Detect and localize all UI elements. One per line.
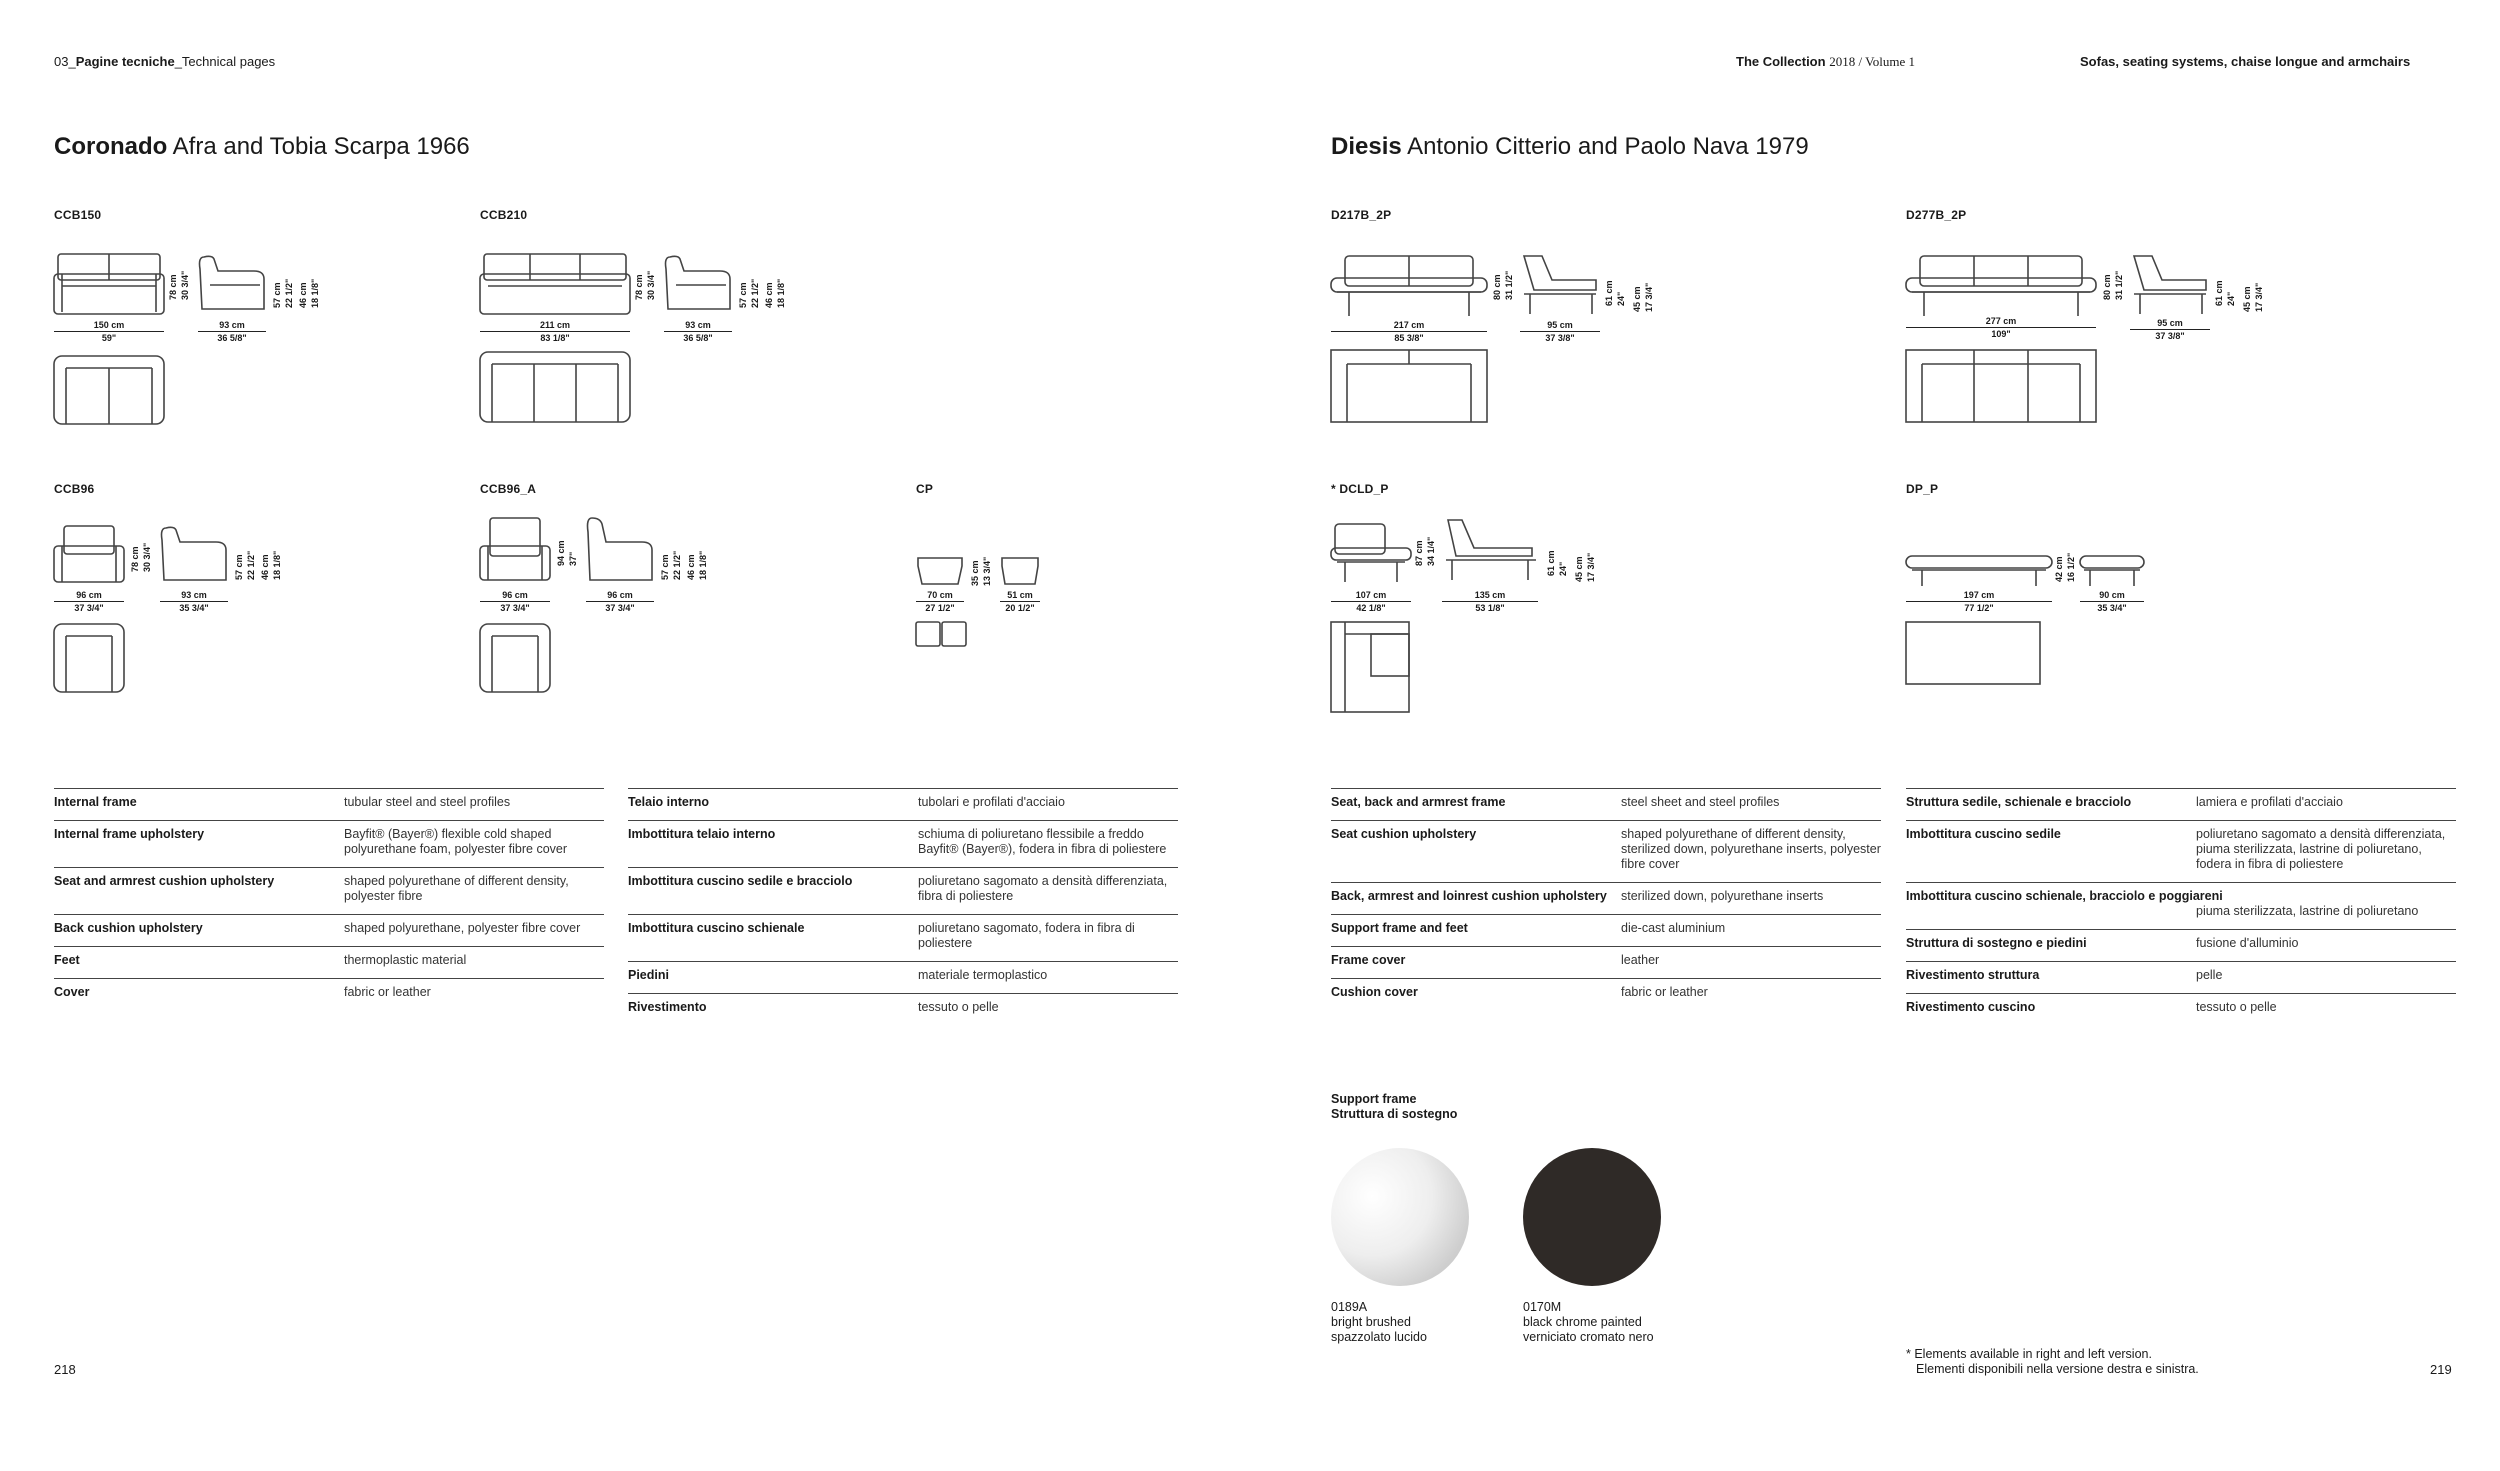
product-code: D217B_2P xyxy=(1331,208,1392,222)
product-code: CCB96 xyxy=(54,482,95,496)
seat-depth-dimension: 45 cm xyxy=(1632,286,1642,312)
armchair-side-drawing xyxy=(586,516,654,586)
armchair-plan-drawing xyxy=(480,624,550,694)
width-dimension: 197 cm 77 1/2" xyxy=(1906,590,2052,613)
support-frame-heading: Support frame Struttura di sostegno xyxy=(1331,1092,1458,1121)
width-dimension: 70 cm 27 1/2" xyxy=(916,590,964,613)
seat-depth-dimension-in: 17 3/4" xyxy=(1586,552,1596,582)
sofa-front-drawing xyxy=(480,252,630,322)
height-dimension: 87 cm xyxy=(1414,540,1424,566)
sofa-plan-drawing xyxy=(54,356,164,426)
width-dimension: 96 cm 37 3/4" xyxy=(480,590,550,613)
spec-table-diesis-it xyxy=(1906,788,2456,1025)
seat-depth-dimension: 45 cm xyxy=(2242,286,2252,312)
height-dimension-in: 37" xyxy=(568,551,578,566)
sofa-side-drawing xyxy=(198,255,266,315)
spec-row: Telaio interno tubolari e profilati d'acciaio xyxy=(628,788,1178,820)
product-code: DP_P xyxy=(1906,482,1939,496)
seat-depth-dimension: 46 cm xyxy=(260,554,270,580)
armchair-front-drawing xyxy=(54,524,124,586)
seat-height-dimension-in: 22 1/2" xyxy=(284,278,294,308)
collection-volume: 2018 / Volume 1 xyxy=(1829,54,1916,69)
spec-row: Imbottitura cuscino sedile poliuretano sagomato a densità differenziata, piuma sterilizzata, lastrine di poliuretano, fodera in fibra di poliestere xyxy=(1906,820,2456,882)
seat-height-dimension-in: 22 1/2" xyxy=(246,550,256,580)
seat-depth-dimension-in: 18 1/8" xyxy=(698,550,708,580)
seat-height-dimension-in: 24" xyxy=(1616,291,1626,306)
spec-table-coronado-en xyxy=(54,788,604,1010)
sofa-front-drawing xyxy=(1906,254,2096,320)
height-dimension: 42 cm xyxy=(2054,556,2064,582)
depth-dimension: 51 cm 20 1/2" xyxy=(1000,590,1040,613)
product-code: CCB96_A xyxy=(480,482,537,496)
finish-label: 0189A bright brushed spazzolato lucido xyxy=(1331,1300,1427,1344)
depth-dimension: 93 cm 35 3/4" xyxy=(160,590,228,613)
spec-row: Feet thermoplastic material xyxy=(54,946,604,978)
right-page-title xyxy=(1331,133,1809,161)
seat-depth-dimension-in: 17 3/4" xyxy=(1644,282,1654,312)
spec-row: Imbottitura cuscino sedile e bracciolo poliuretano sagomato a densità differenziata, fibra di poliestere xyxy=(628,867,1178,914)
sofa-plan-drawing xyxy=(1331,350,1487,424)
finish-label: 0170M black chrome painted verniciato cromato nero xyxy=(1523,1300,1654,1344)
height-dimension: 78 cm xyxy=(168,274,178,300)
depth-dimension: 95 cm 37 3/8" xyxy=(2130,318,2210,341)
spec-row: Imbottitura cuscino schienale poliuretano sagomato, fodera in fibra di poliestere xyxy=(628,914,1178,961)
seat-height-dimension-in: 24" xyxy=(2226,291,2236,306)
seat-height-dimension-in: 24" xyxy=(1558,561,1568,576)
spec-row: Imbottitura cuscino schienale, bracciolo e poggiareni piuma sterilizzata, lastrine di poliuretano xyxy=(1906,882,2456,929)
armchair-plan-drawing xyxy=(54,624,124,694)
left-page-title xyxy=(54,133,470,161)
armchair-side-drawing xyxy=(160,526,228,586)
ottoman-front-drawing xyxy=(1906,554,2052,588)
product-code: CP xyxy=(916,482,934,496)
height-dimension-in: 16 1/2" xyxy=(2066,552,2076,582)
spec-row: Rivestimento struttura pelle xyxy=(1906,961,2456,993)
seat-height-dimension: 57 cm xyxy=(234,554,244,580)
product-code: * DCLD_P xyxy=(1331,482,1389,496)
section-header xyxy=(54,54,275,69)
width-dimension: 150 cm 59" xyxy=(54,320,164,343)
finish-swatch-black-chrome xyxy=(1523,1148,1661,1286)
chaise-front-drawing xyxy=(1331,520,1411,586)
spec-row: Frame cover leather xyxy=(1331,946,1881,978)
sofa-front-drawing xyxy=(1331,254,1487,320)
spec-row: Rivestimento cuscino tessuto o pelle xyxy=(1906,993,2456,1025)
height-dimension: 35 cm xyxy=(970,560,980,586)
product-code: CCB150 xyxy=(54,208,102,222)
section-separator: _ xyxy=(174,54,182,69)
spec-row: Back cushion upholstery shaped polyurethane, polyester fibre cover xyxy=(54,914,604,946)
depth-dimension: 135 cm 53 1/8" xyxy=(1442,590,1538,613)
depth-dimension: 95 cm 37 3/8" xyxy=(1520,320,1600,343)
seat-height-dimension: 61 cm xyxy=(1546,550,1556,576)
seat-height-dimension: 57 cm xyxy=(738,282,748,308)
seat-height-dimension-in: 22 1/2" xyxy=(750,278,760,308)
width-dimension: 277 cm 109" xyxy=(1906,316,2096,339)
height-dimension-in: 13 3/4" xyxy=(982,556,992,586)
height-dimension: 80 cm xyxy=(1492,274,1502,300)
spec-table-coronado-it xyxy=(628,788,1178,1025)
collection-title: The Collection xyxy=(1736,54,1826,69)
sofa-side-drawing xyxy=(1520,254,1600,318)
height-dimension: 94 cm xyxy=(556,540,566,566)
collection-header xyxy=(1736,54,1915,70)
height-dimension: 80 cm xyxy=(2102,274,2112,300)
seat-height-dimension: 57 cm xyxy=(272,282,282,308)
pouf-front-drawing xyxy=(916,556,964,586)
finish-swatch-bright-brushed xyxy=(1331,1148,1469,1286)
height-dimension-in: 30 3/4" xyxy=(142,542,152,572)
sofa-plan-drawing xyxy=(1906,350,2096,424)
brand-diesis: Diesis xyxy=(1331,133,1402,160)
chaise-side-drawing xyxy=(1442,518,1538,586)
spec-row: Support frame and feet die-cast aluminium xyxy=(1331,914,1881,946)
designer-coronado: Afra and Tobia Scarpa 1966 xyxy=(172,133,470,160)
armchair-front-drawing xyxy=(480,516,550,586)
seat-height-dimension: 61 cm xyxy=(2214,280,2224,306)
spec-row: Seat cushion upholstery shaped polyurethane of different density, sterilized down, polyurethane inserts, polyester fibre cover xyxy=(1331,820,1881,882)
seat-depth-dimension-in: 18 1/8" xyxy=(272,550,282,580)
height-dimension-in: 30 3/4" xyxy=(646,270,656,300)
seat-depth-dimension-in: 18 1/8" xyxy=(776,278,786,308)
section-title-en: Technical pages xyxy=(181,54,276,69)
spec-row: Struttura di sostegno e piedini fusione d'alluminio xyxy=(1906,929,2456,961)
spec-row: Imbottitura telaio interno schiuma di poliuretano flessibile a freddo Bayfit® (Bayer®), fodera in fibra di poliestere xyxy=(628,820,1178,867)
height-dimension-in: 34 1/4" xyxy=(1426,536,1436,566)
brand-coronado: Coronado xyxy=(54,133,168,160)
height-dimension-in: 31 1/2" xyxy=(2114,270,2124,300)
spec-row: Piedini materiale termoplastico xyxy=(628,961,1178,993)
spec-row: Internal frame upholstery Bayfit® (Bayer®) flexible cold shaped polyurethane foam, polyester fibre cover xyxy=(54,820,604,867)
page-number-right: 219 xyxy=(2430,1362,2452,1377)
seat-depth-dimension: 46 cm xyxy=(686,554,696,580)
depth-dimension: 90 cm 35 3/4" xyxy=(2080,590,2144,613)
pouf-plan-drawing xyxy=(916,622,968,648)
spec-row: Cover fabric or leather xyxy=(54,978,604,1010)
depth-dimension: 93 cm 36 5/8" xyxy=(198,320,266,343)
ottoman-side-drawing xyxy=(2080,554,2144,588)
width-dimension: 211 cm 83 1/8" xyxy=(480,320,630,343)
sofa-front-drawing xyxy=(54,252,164,322)
seat-depth-dimension: 45 cm xyxy=(1574,556,1584,582)
height-dimension-in: 30 3/4" xyxy=(180,270,190,300)
spec-row: Rivestimento tessuto o pelle xyxy=(628,993,1178,1025)
page-number-left: 218 xyxy=(54,1362,76,1377)
product-code: CCB210 xyxy=(480,208,528,222)
spec-row: Internal frame tubular steel and steel profiles xyxy=(54,788,604,820)
seat-depth-dimension-in: 17 3/4" xyxy=(2254,282,2264,312)
section-number: 03_ xyxy=(54,54,76,69)
height-dimension: 78 cm xyxy=(634,274,644,300)
product-code: D277B_2P xyxy=(1906,208,1967,222)
chaise-plan-drawing xyxy=(1331,622,1413,714)
designer-diesis: Antonio Citterio and Paolo Nava 1979 xyxy=(1407,133,1809,160)
category-header: Sofas, seating systems, chaise longue and armchairs xyxy=(2080,54,2411,69)
sofa-side-drawing xyxy=(664,255,732,315)
pouf-side-drawing xyxy=(1000,556,1040,586)
depth-dimension: 96 cm 37 3/4" xyxy=(586,590,654,613)
spec-row: Back, armrest and loinrest cushion upholstery sterilized down, polyurethane inserts xyxy=(1331,882,1881,914)
seat-depth-dimension: 46 cm xyxy=(764,282,774,308)
width-dimension: 107 cm 42 1/8" xyxy=(1331,590,1411,613)
seat-height-dimension: 61 cm xyxy=(1604,280,1614,306)
seat-height-dimension: 57 cm xyxy=(660,554,670,580)
section-title-it: Pagine tecniche xyxy=(75,54,175,69)
height-dimension: 78 cm xyxy=(130,546,140,572)
spec-row: Struttura sedile, schienale e bracciolo lamiera e profilati d'acciaio xyxy=(1906,788,2456,820)
width-dimension: 217 cm 85 3/8" xyxy=(1331,320,1487,343)
spec-row: Seat and armrest cushion upholstery shaped polyurethane of different density, polyester fibre xyxy=(54,867,604,914)
sofa-side-drawing xyxy=(2130,254,2210,318)
spec-table-diesis-en xyxy=(1331,788,1881,1010)
height-dimension-in: 31 1/2" xyxy=(1504,270,1514,300)
spec-row: Cushion cover fabric or leather xyxy=(1331,978,1881,1010)
ottoman-plan-drawing xyxy=(1906,622,2042,686)
width-dimension: 96 cm 37 3/4" xyxy=(54,590,124,613)
footnote: * Elements available in right and left version. Elementi disponibili nella versione destra e sinistra. xyxy=(1906,1347,2199,1376)
seat-height-dimension-in: 22 1/2" xyxy=(672,550,682,580)
spec-row: Seat, back and armrest frame steel sheet and steel profiles xyxy=(1331,788,1881,820)
depth-dimension: 93 cm 36 5/8" xyxy=(664,320,732,343)
seat-depth-dimension-in: 18 1/8" xyxy=(310,278,320,308)
seat-depth-dimension: 46 cm xyxy=(298,282,308,308)
sofa-plan-drawing xyxy=(480,352,630,424)
